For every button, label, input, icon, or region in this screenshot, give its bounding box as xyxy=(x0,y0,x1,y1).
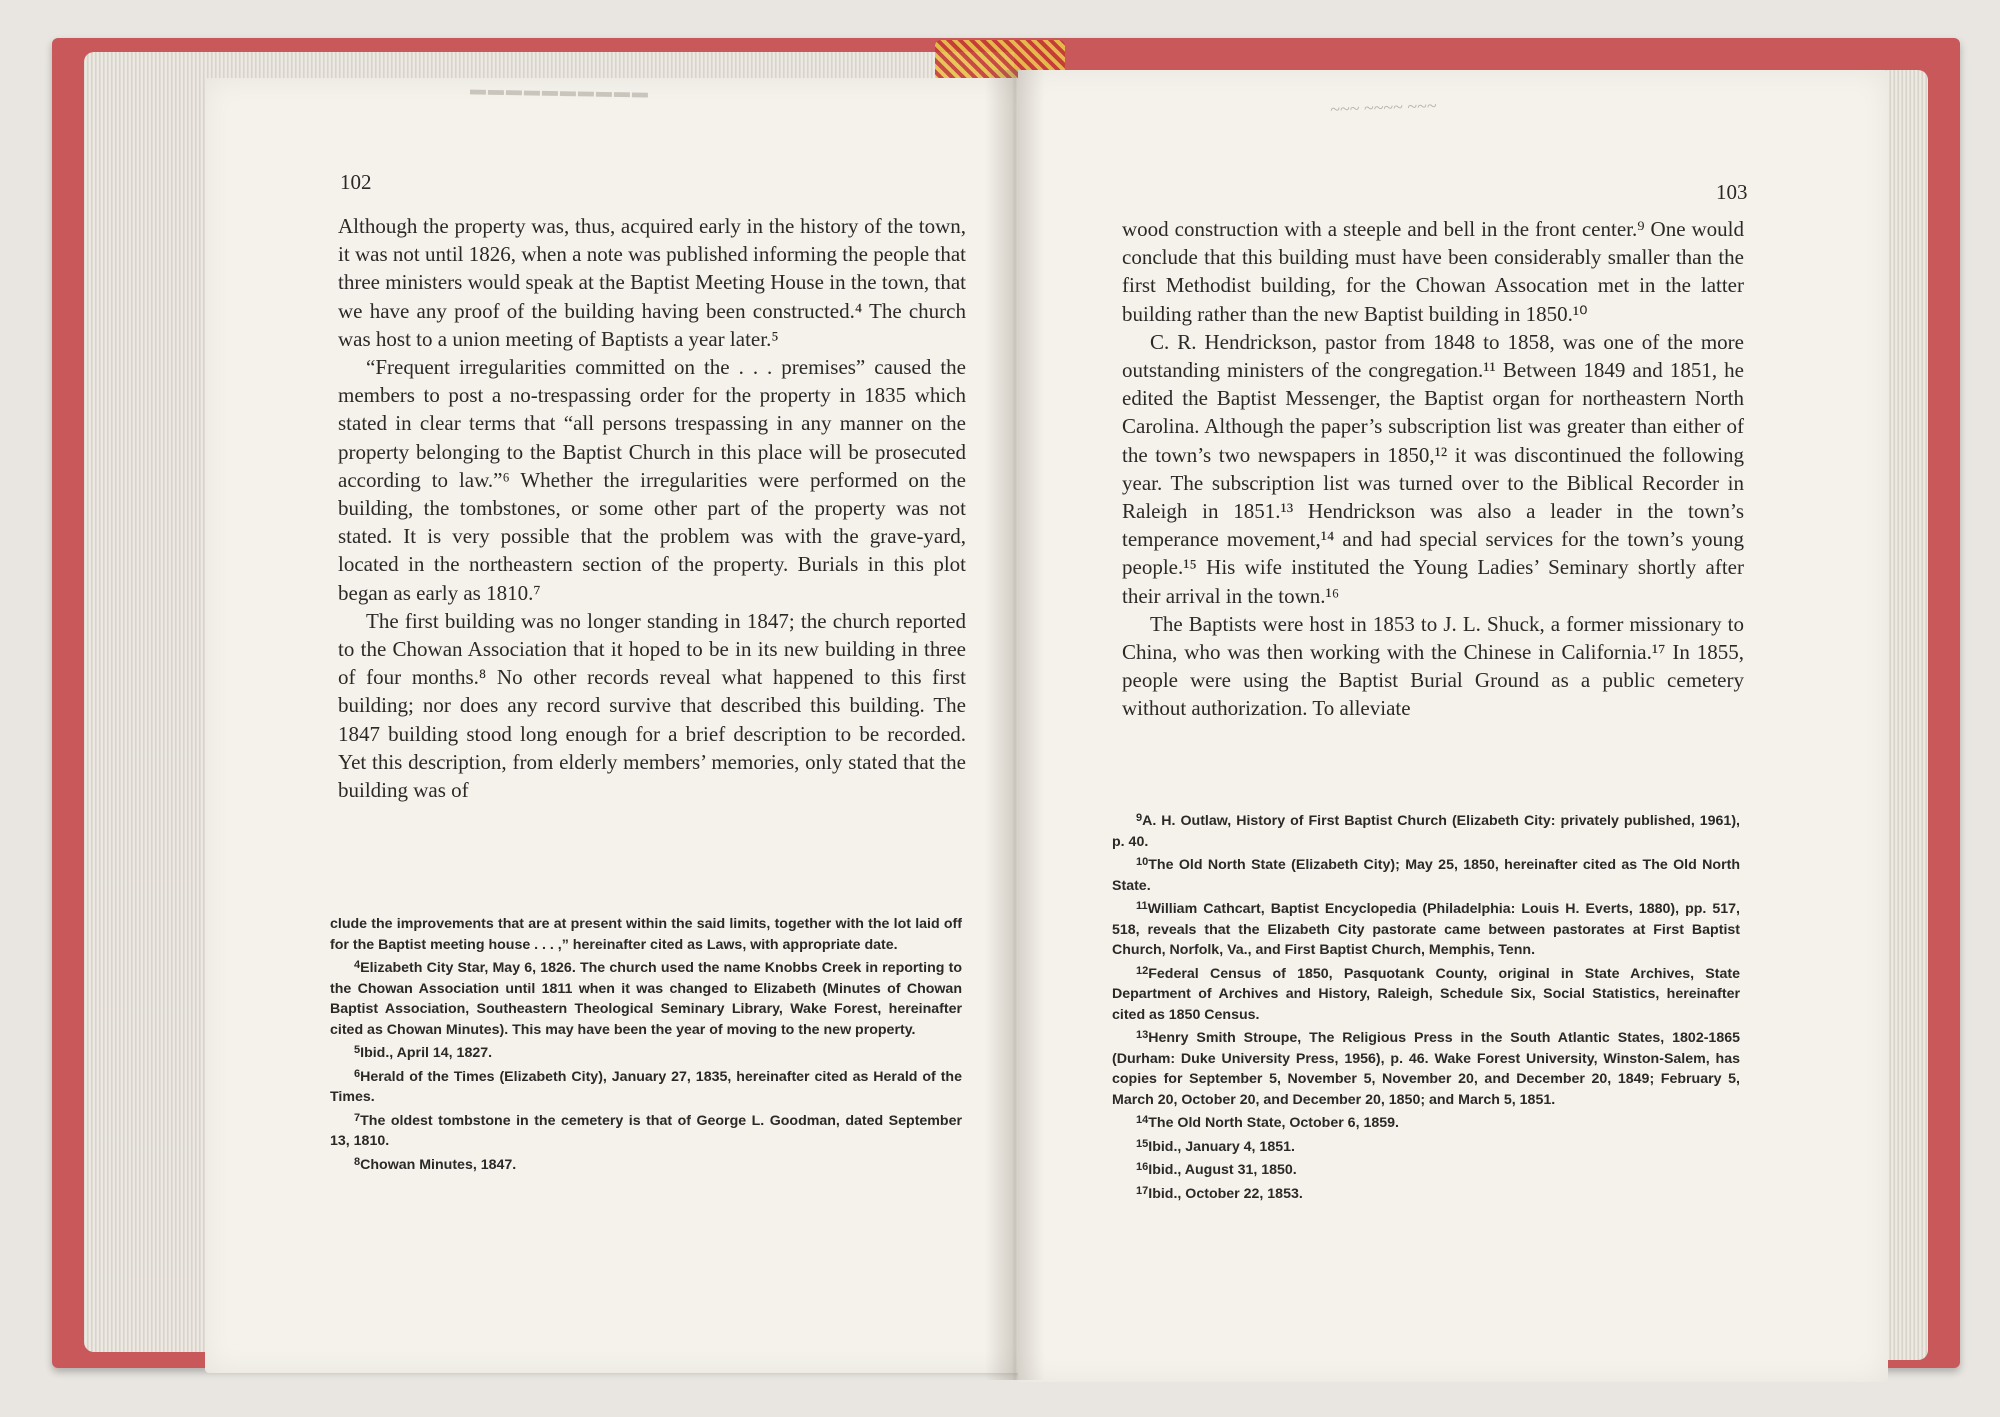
footnote-continuation: clude the improvements that are at present within the said limits, together with the lot laid off for the Baptist meeting house . . . ,” hereinafter cited as Laws, with appropriate date. xyxy=(330,916,962,953)
body-paragraph: Although the property was, thus, acquired early in the history of the town, it was not until 1826, when a note was published informing the people that three ministers would speak at the Baptist Meeting House in the town, that we have any proof of the building having been constructed.⁴ The church was host to a union meeting of Baptists a year later.⁵ xyxy=(338,214,966,351)
right-page-footnotes xyxy=(1112,808,1740,1204)
footnote: $^{12}$Federal Census of 1850, Pasquotank County, original in State Archives, State Department of Archives and History, Raleigh, Schedule Six, Social Statistics, hereinafter cited as 1850 Census. xyxy=(1112,964,1740,1023)
footnote: $^{13}$Henry Smith Stroupe, The Religious Press in the South Atlantic States, 1802-1865 (Durham: Duke University Press, 1956), p. 46. Wake Forest University, Winston-Salem, has copies for September 5, November 5, November 20, and December 20, 1849; February 5, March 20, October 20, and December 20, 1850; and March 5, 1851. xyxy=(1112,1029,1740,1108)
footnote: $^8$Chowan Minutes, 1847. xyxy=(354,1155,517,1173)
footnote: $^{15}$Ibid., January 4, 1851. xyxy=(1136,1137,1295,1155)
footnote: $^9$A. H. Outlaw, History of First Baptist Church (Elizabeth City: privately published, 1961), p. 40. xyxy=(1112,812,1740,850)
bleed-through-text: ▬▬▬▬▬▬▬▬▬▬ xyxy=(469,81,651,102)
right-page-number: 103 xyxy=(1716,180,1748,204)
footnote: $^6$Herald of the Times (Elizabeth City), January 27, 1835, hereinafter cited as Herald of the Times. xyxy=(330,1067,962,1105)
right-page-body xyxy=(1122,215,1744,723)
book-gutter xyxy=(985,70,1045,1380)
body-paragraph: wood construction with a steeple and bell in the front center.⁹ One would conclude that this building must have been considerably smaller than the first Methodist building, for the Chowan Assocation met in the latter building rather than the new Baptist building in 1850.¹⁰ xyxy=(1122,217,1744,326)
footnote: $^5$Ibid., April 14, 1827. xyxy=(354,1044,493,1061)
footnote: $^{11}$William Cathcart, Baptist Encyclopedia (Philadelphia: Louis H. Everts, 1880), pp. 517, 518, reveals that the Elizabeth City pastorate came between pastorates at First Baptist Church, Norfolk, Va., and First Baptist Church, Memphis, Tenn. xyxy=(1112,900,1740,958)
body-paragraph: The Baptists were host in 1853 to J. L. Shuck, a former missionary to China, who was then working with the Chinese in California.¹⁷ In 1855, people were using the Baptist Burial Ground as a public cemetery without authorization. To alleviate xyxy=(1122,611,1744,721)
bleed-through-text: ~~~ ~~~~ ~~~ xyxy=(1329,95,1437,120)
body-paragraph: C. R. Hendrickson, pastor from 1848 to 1858, was one of the more outstanding ministers of the congregation.¹¹ Between 1849 and 1851, he edited the Baptist Messenger, the Baptist organ for northeastern North Carolina. Although the paper’s subscription list was greater than either of the town’s two newspapers in 1850,¹² it was discontinued the following year. The subscription list was turned over to the Biblical Recorder in Raleigh in 1851.¹³ Hendrickson was also a leader in the town’s temperance movement,¹⁴ and had special services for the town’s young people.¹⁵ His wife instituted the Young Ladies’ Seminary shortly after their arrival in the town.¹⁶ xyxy=(1122,329,1744,608)
footnote: $^{16}$Ibid., August 31, 1850. xyxy=(1136,1161,1297,1178)
body-paragraph: “Frequent irregularities committed on the . . . premises” caused the members to post a no-trespassing order for the property in 1835 which stated in clear terms that “all persons trespassing in any manner on the property belonging to the Baptist Church in this place will be prosecuted according to law.”⁶ Whether the irregularities were performed on the building, the tombstones, or some other part of the property was not stated. It is very possible that the problem was with the grave-yard, located in the northeastern section of the property. Burials in this plot began as early as 1810.⁷ xyxy=(338,355,966,605)
footnote: $^{14}$The Old North State, October 6, 1859. xyxy=(1136,1114,1399,1131)
footnote: $^{17}$Ibid., October 22, 1853. xyxy=(1136,1184,1303,1202)
footnote: $^4$Elizabeth City Star, May 6, 1826. The church used the name Knobbs Creek in reporting to the Chowan Association until 1811 when it was changed to Elizabeth (Minutes of Chowan Baptist Association, Southeastern Theological Seminary Library, Wake Forest, hereinafter cited as Chowan Minutes). This may have been the year of moving to the new property. xyxy=(330,959,962,1038)
body-paragraph: The first building was no longer standing in 1847; the church reported to the Chowan Association that it hoped to be in its new building in three of four months.⁸ No other records reveal what happened to this first building; nor does any record survive that described this building. The 1847 building stood long enough for a brief description to be recorded. Yet this description, from elderly members’ memories, only stated that the building was of xyxy=(338,608,966,803)
left-page-footnotes xyxy=(330,914,962,1175)
left-page-body xyxy=(338,212,966,804)
footnote: $^7$The oldest tombstone in the cemetery is that of George L. Goodman, dated September 13, 1810. xyxy=(330,1111,962,1149)
footnote: $^{10}$The Old North State (Elizabeth City); May 25, 1850, hereinafter cited as The Old North State. xyxy=(1112,856,1740,894)
left-page-number: 102 xyxy=(340,170,372,194)
